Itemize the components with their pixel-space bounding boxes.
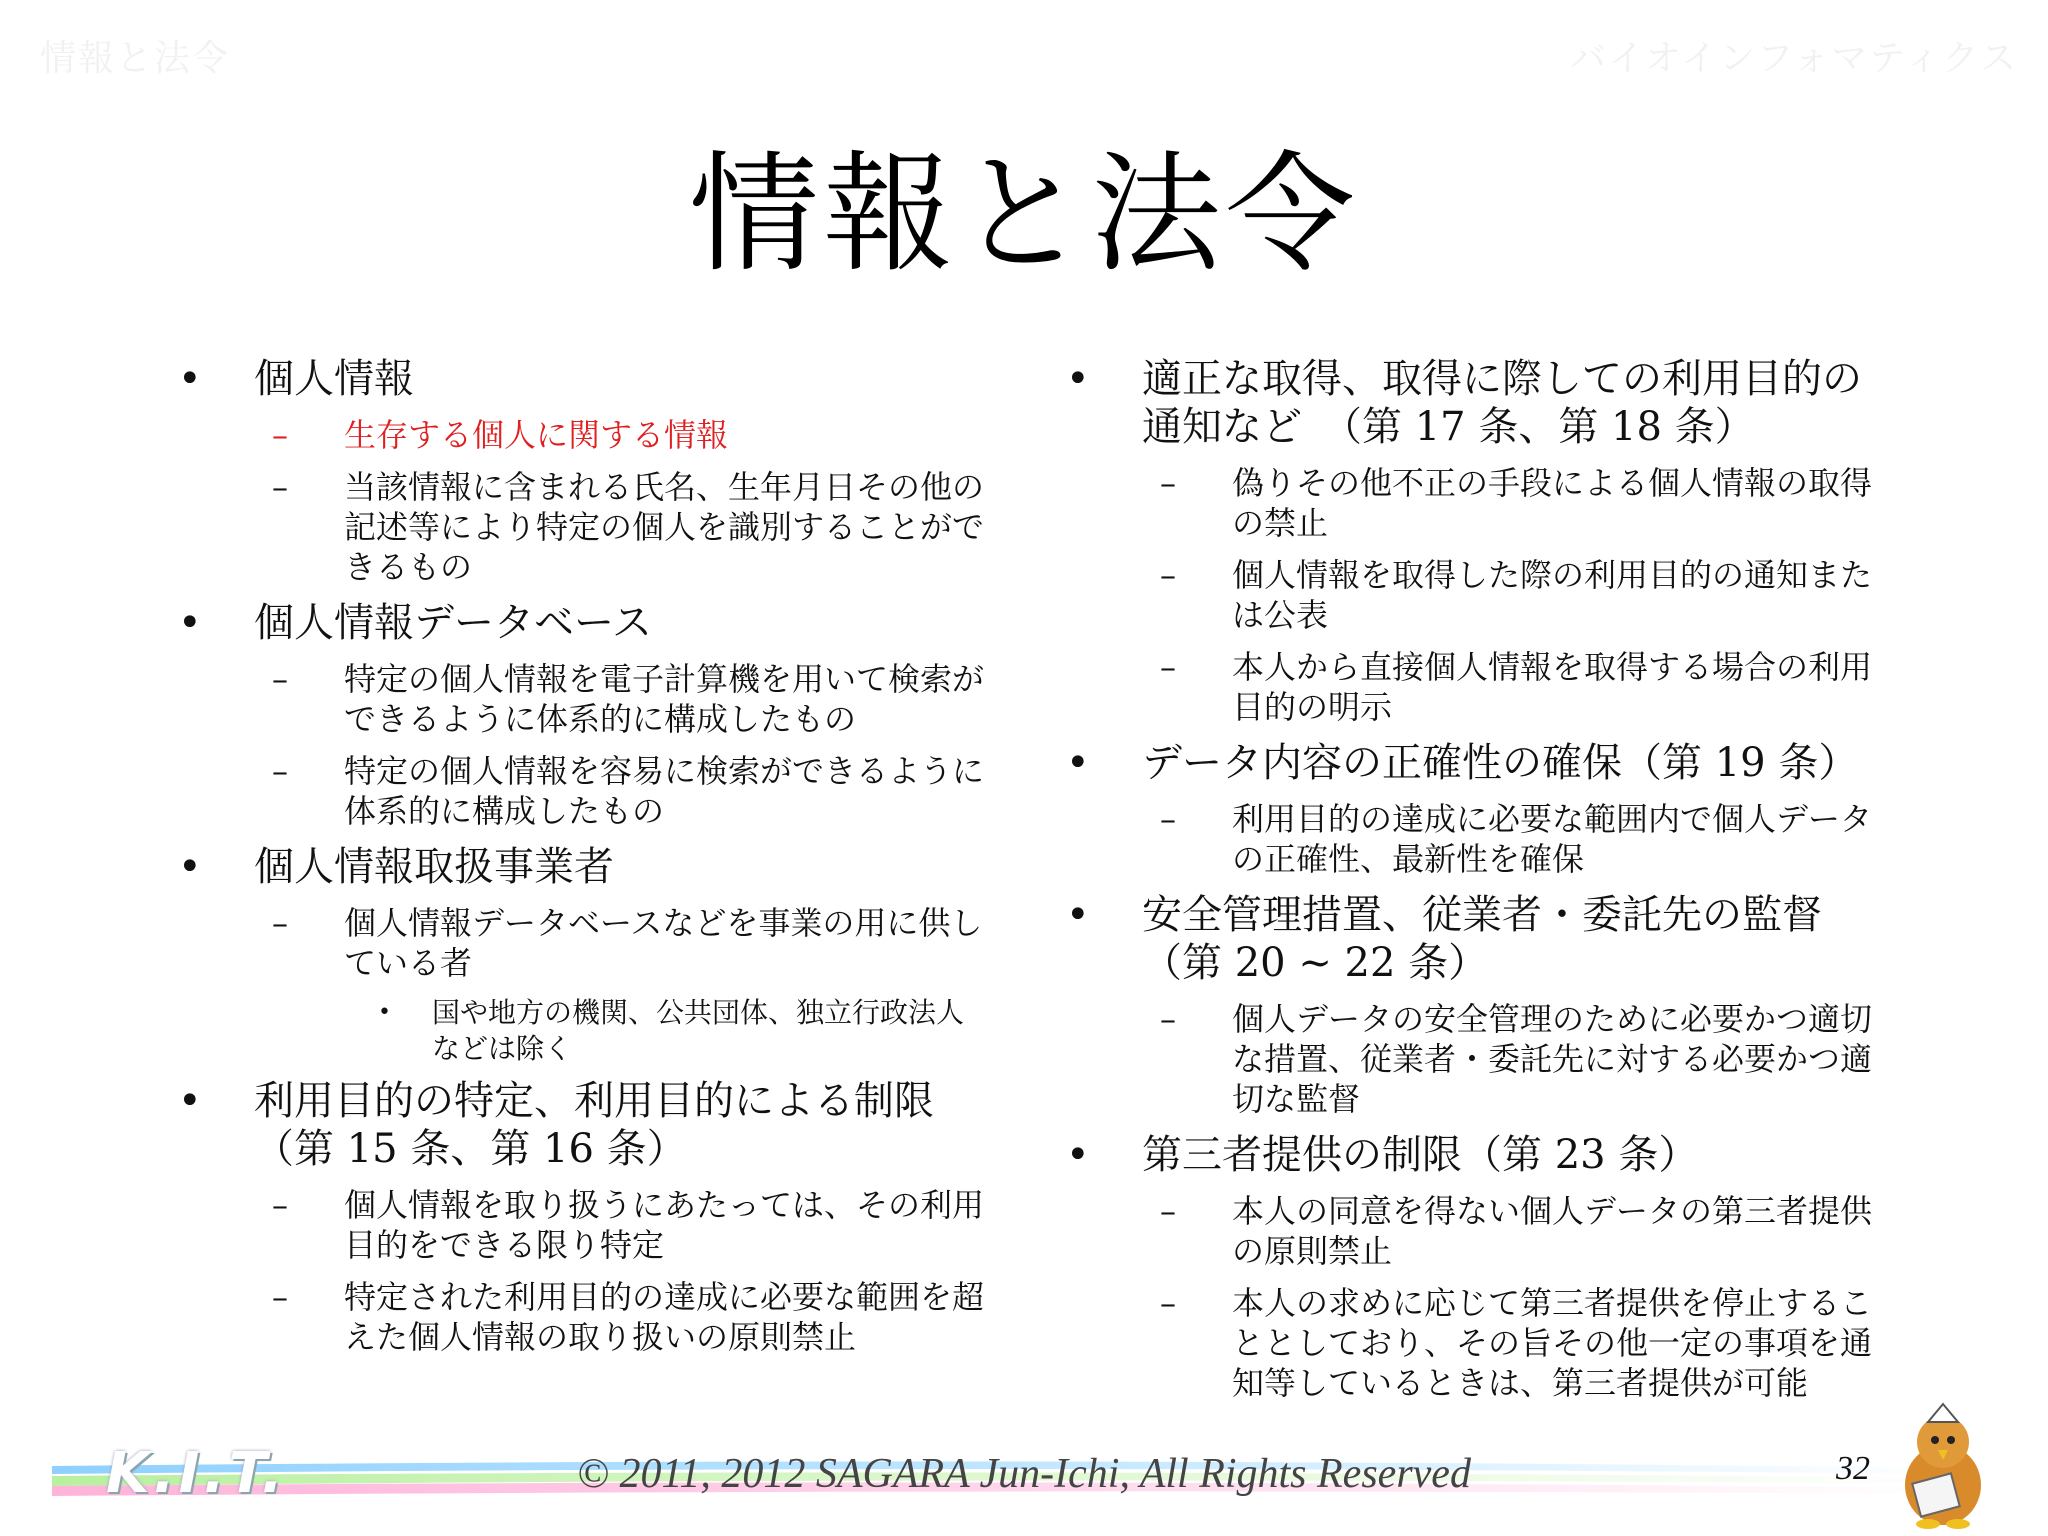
dot-bullet-icon: • [178,600,202,646]
dash-bullet-icon: – [1160,648,1176,686]
right-bullet-item [1058,463,1888,543]
left-bullet-item [170,415,990,455]
right-bullet-text: 本人の同意を得ない個人データの第三者提供の原則禁止 [1232,1192,1873,1270]
header-section-label: 情報と法令 [40,38,231,79]
dash-bullet-icon: – [272,904,288,942]
dot-bullet-icon: • [178,844,202,890]
right-bullet-text: 本人から直接個人情報を取得する場合の利用目的の明示 [1232,648,1873,726]
dash-bullet-icon: – [1160,1000,1176,1038]
right-column [1058,355,1888,1415]
left-bullet-text: 個人情報取扱事業者 [254,844,614,890]
left-bullet-item [170,1077,990,1173]
dot-bullet-icon: • [1066,1132,1090,1178]
left-bullet-item [170,903,990,983]
left-bullet-text: 利用目的の特定、利用目的による制限（第 15 条、第 16 条） [254,1078,934,1172]
right-bullet-text: 本人の求めに応じて第三者提供を停止することとしており、その旨その他一定の事項を通知等しているときは、第三者提供が可能 [1232,1284,1873,1402]
left-bullet-text: 個人情報データベース [254,600,652,646]
left-column [170,355,990,1369]
left-bullet-item [170,751,990,831]
dash-bullet-icon: – [272,752,288,790]
dash-bullet-icon: – [1160,464,1176,502]
dot-bullet-icon: • [1066,892,1090,938]
bird-mascot-icon [1888,1400,1998,1530]
copyright-text: © 2011, 2012 SAGARA Jun-Ichi, All Rights Reserved [577,1451,1471,1497]
left-bullet-text: 特定された利用目的の達成に必要な範囲を超えた個人情報の取り扱いの原則禁止 [344,1278,985,1356]
header-course-label: バイオインフォマティクス [1569,38,2018,79]
left-bullet-text: 国や地方の機関、公共団体、独立行政法人などは除く [432,996,965,1065]
left-bullet-item [170,355,990,403]
left-bullet-item [170,467,990,587]
left-bullet-text: 生存する個人に関する情報 [344,416,729,454]
slide-title: 情報と法令 [688,138,1359,290]
page-number: 32 [1836,1450,1870,1487]
right-bullet-text: 適正な取得、取得に際しての利用目的の通知など （第 17 条、第 18 条） [1142,356,1862,450]
dot-bullet-icon: • [178,356,202,402]
dot-bullet-icon: • [1066,356,1090,402]
dash-bullet-icon: – [272,468,288,506]
left-bullet-item [170,1277,990,1357]
right-bullet-text: 個人データの安全管理のために必要かつ適切な措置、従業者・委託先に対する必要かつ適切な監督 [1232,1000,1873,1118]
left-bullet-text: 個人情報 [254,356,414,402]
right-bullet-text: 第三者提供の制限（第 23 条） [1142,1132,1699,1178]
right-bullet-item [1058,1131,1888,1179]
left-bullet-text: 当該情報に含まれる氏名、生年月日その他の記述等により特定の個人を識別することができるもの [344,468,985,586]
left-bullet-item [170,1185,990,1265]
left-bullet-item [170,843,990,891]
right-bullet-item [1058,739,1888,787]
left-bullet-item [170,659,990,739]
left-bullet-text: 特定の個人情報を容易に検索ができるように体系的に構成したもの [344,752,985,830]
right-bullet-item [1058,1191,1888,1271]
right-bullet-item [1058,891,1888,987]
dash-bullet-icon: – [1160,556,1176,594]
right-bullet-text: データ内容の正確性の確保（第 19 条） [1142,740,1859,786]
left-bullet-item [170,995,990,1067]
left-bullet-text: 個人情報を取り扱うにあたっては、その利用目的をできる限り特定 [344,1186,985,1264]
dash-bullet-icon: – [272,1278,288,1316]
right-bullet-item [1058,999,1888,1119]
left-bullet-text: 特定の個人情報を電子計算機を用いて検索ができるように体系的に構成したもの [344,660,985,738]
dash-bullet-icon: – [1160,1192,1176,1230]
kit-logo: K.I.T. [106,1441,287,1506]
right-bullet-item [1058,355,1888,451]
dash-bullet-icon: – [272,660,288,698]
dash-bullet-icon: – [1160,1284,1176,1322]
right-bullet-item [1058,555,1888,635]
right-bullet-item [1058,1283,1888,1403]
dot-bullet-icon: • [378,1000,391,1025]
right-bullet-text: 個人情報を取得した際の利用目的の通知または公表 [1232,556,1873,634]
right-bullet-text: 安全管理措置、従業者・委託先の監督（第 20 ~ 22 条） [1142,892,1822,986]
right-bullet-text: 利用目的の達成に必要な範囲内で個人データの正確性、最新性を確保 [1232,800,1873,878]
right-bullet-item [1058,799,1888,879]
dot-bullet-icon: • [178,1078,202,1124]
dash-bullet-icon: – [272,416,288,454]
dash-bullet-icon: – [1160,800,1176,838]
right-bullet-item [1058,647,1888,727]
right-bullet-text: 偽りその他不正の手段による個人情報の取得の禁止 [1232,464,1873,542]
dash-bullet-icon: – [272,1186,288,1224]
left-bullet-item [170,599,990,647]
dot-bullet-icon: • [1066,740,1090,786]
left-bullet-text: 個人情報データベースなどを事業の用に供している者 [344,904,983,982]
